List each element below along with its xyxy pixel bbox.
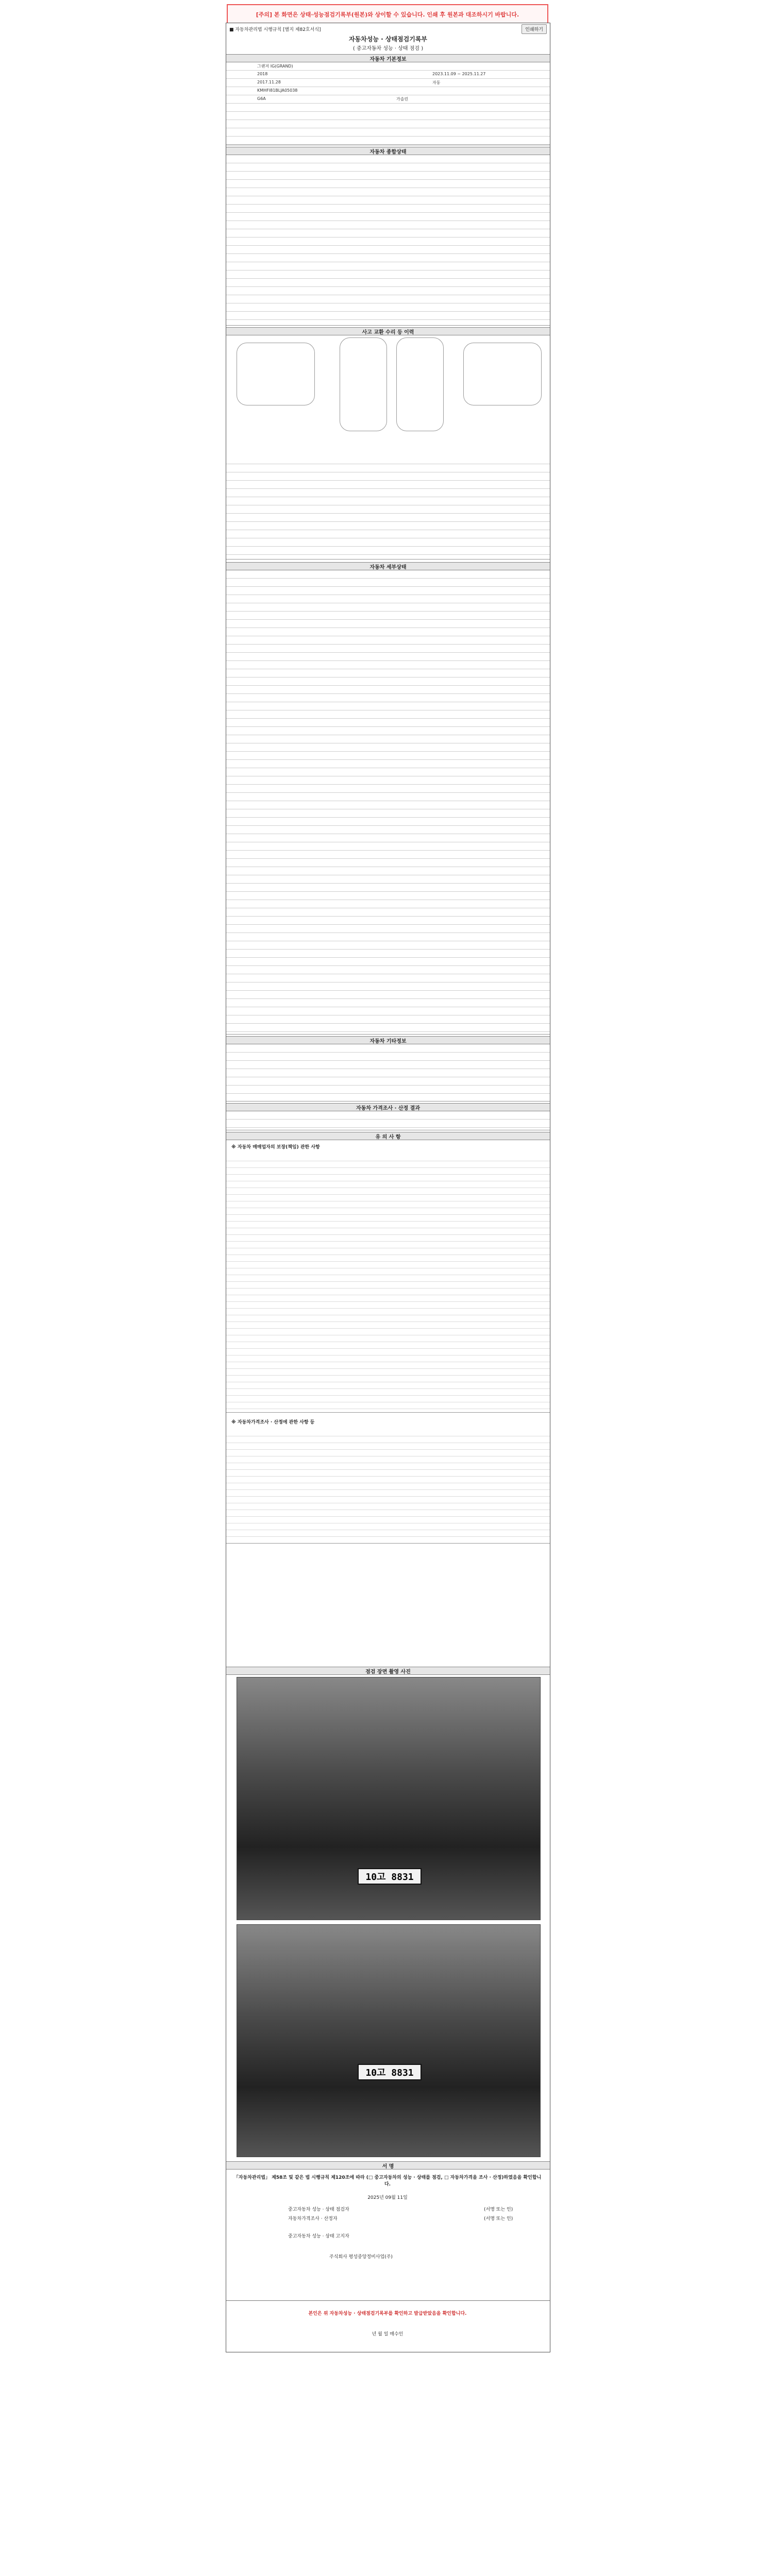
price-table (226, 1111, 550, 1130)
section-basic-info: 자동차 기본정보 (226, 54, 550, 62)
section-photos: 점검 장면 촬영 사진 (226, 1667, 550, 1675)
document-header-row (226, 23, 550, 35)
license-plate-rear: 10고 8831 (358, 2064, 422, 2080)
document-subtitle: ( 중고자동차 성능 · 상태 점검 ) (352, 46, 424, 52)
section-price: 자동차 가격조사 · 산정 결과 (226, 1103, 550, 1111)
front-photo (237, 1677, 541, 1920)
notes-text-1 (226, 1155, 550, 1413)
license-plate-front: 10고 8831 (358, 1868, 422, 1885)
car-name-value: 그랜저 IG(GRAND) (257, 64, 293, 69)
detail-status-table (226, 570, 550, 1035)
notice-banner: [주의] 본 화면은 상태·성능점검기록부(원본)와 상이할 수 있습니다. 인쇄 후 원본과 대조하시기 바랍니다. (227, 4, 548, 25)
sign-role-1: 중고자동차 성능 · 상태 점검자 (288, 2207, 349, 2212)
footer-sign: 년 월 일 매수인 (372, 2332, 404, 2337)
basic-info-table (226, 62, 550, 145)
footer-text: 본인은 위 자동차성능 · 상태점검기록부를 확인하고 발급받았음을 확인합니다. (308, 2311, 467, 2316)
doc-rule (226, 2300, 550, 2301)
car-diagram-right (463, 343, 542, 405)
section-accident-diagram: 사고 교환 수리 등 이력 (226, 327, 550, 335)
section-other-info: 자동차 기타정보 (226, 1036, 550, 1044)
period-value: 2023.11.09 ~ 2025.11.27 (432, 72, 486, 76)
engine-value: G6A (257, 96, 266, 101)
fuel-value: 가솔린 (396, 97, 409, 101)
overall-status-table (226, 155, 550, 326)
car-diagram-top (340, 337, 387, 431)
section-overall-status: 자동차 종합상태 (226, 147, 550, 155)
sign-org: 주식회사 평성중앙정비사업(주) (329, 2255, 393, 2260)
vin-value: KMHFI81BLJA05038 (257, 88, 298, 93)
section-sign: 서 명 (226, 2161, 550, 2170)
accident-legend-table (226, 456, 550, 560)
car-diagram-bottom (396, 337, 444, 431)
print-button[interactable]: 인쇄하기 (522, 24, 547, 34)
section-notes: 유 의 사 항 (226, 1132, 550, 1140)
rear-photo (237, 1924, 541, 2157)
form-label: ■ 자동차관리법 시행규칙 [별지 제82호서식] (229, 27, 321, 32)
transmission-value: 자동 (432, 80, 441, 85)
sign-mark-1: (서명 또는 인) (484, 2207, 513, 2212)
first-registration-value: 2017.11.28 (257, 80, 281, 84)
document-title: 자동차성능 · 상태점검기록부 (348, 36, 428, 43)
notes-text-2 (226, 1430, 550, 1544)
inspection-document (226, 23, 550, 2352)
sign-text: 「자동차관리법」 제58조 및 같은 법 시행규칙 제120조에 따라 (□ 중고자동차의 성능 · 상태를 점검, □ 자동차가격을 조사 · 산정)하였음을 확인합니다. (233, 2175, 542, 2187)
other-info-table (226, 1044, 550, 1101)
notice-heading-1: ※ 자동차 매매업자의 보장(책임) 관한 사항 (231, 1145, 320, 1150)
year-value: 2018 (257, 72, 268, 76)
sign-date: 2025년 09월 11일 (367, 2195, 408, 2200)
section-detail-status: 자동차 세부상태 (226, 562, 550, 570)
sign-role-2: 자동차가격조사 · 산정자 (288, 2216, 338, 2222)
notice-heading-2: ※ 자동차가격조사 · 산정에 관한 사항 등 (231, 1420, 315, 1425)
car-diagram-left (237, 343, 315, 405)
sign-role-3: 중고자동차 성능 · 상태 고지자 (288, 2234, 349, 2239)
sign-mark-2: (서명 또는 인) (484, 2216, 513, 2222)
